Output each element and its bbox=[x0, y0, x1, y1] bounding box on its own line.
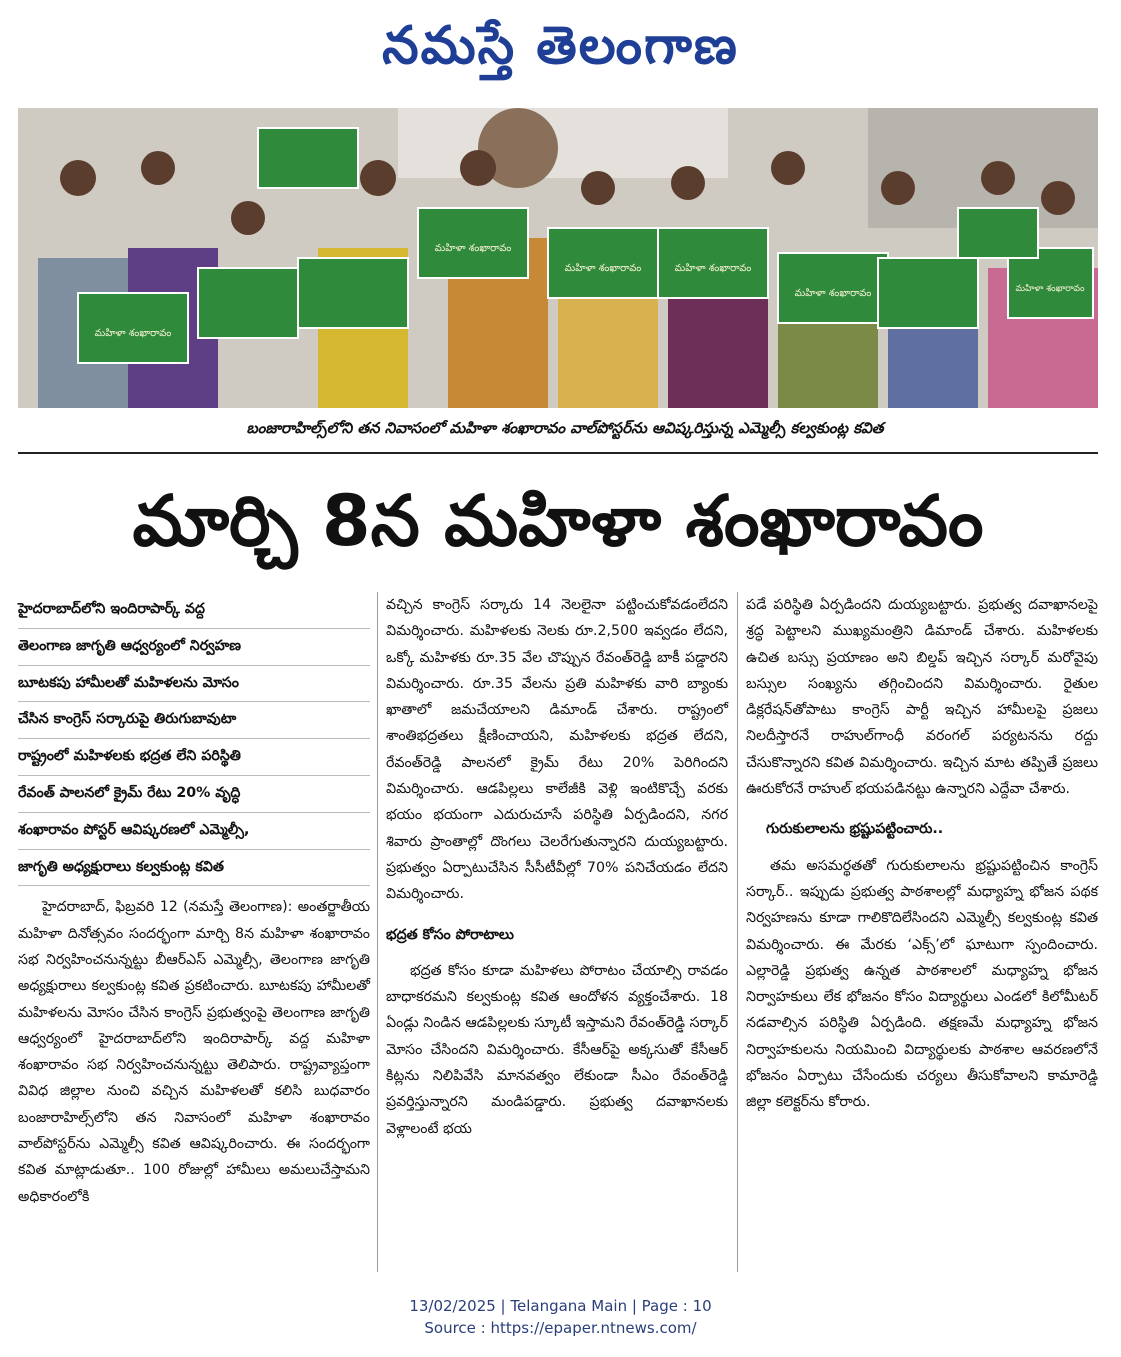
article-paragraph: తమ అసమర్థతతో గురుకులాలను భ్రష్టుపట్టించిన కాంగ్రెస్ సర్కార్.. ఇప్పుడు ప్రభుత్వ పాఠశాలల్లో మధ్యాహ్న భోజన పథక నిర్వహణను కూడా గాలికొదిలేసిందని ఎమ్మెల్సీ కల్వకుంట్ల కవిత విమర్శించారు. ఈ మేరకు ‘ఎక్స్’లో ఘాటుగా స్పందించారు. ఎల్లారెడ్డి ప్రభుత్వ ఉన్నత పాఠశాలలో మధ్యాహ్న భోజన నిర్వాహకులు లేక భోజనం కోసం విద్యార్థులు ఎండలో కిలోమీటర్ నడవాల్సిన పరిస్థితి ఏర్పడింది. తక్షణమే మధ్యాహ్న భోజన నిర్వాహకులను నియమించి విద్యార్థులకు పాఠశాల ఆవరణలోనే భోజనం ఏర్పాటు చేసేందుకు చర్యలు తీసుకోవాలని కామారెడ్డి జిల్లా కలెక్టర్‌ను కోరారు. bbox=[746, 857, 1098, 1111]
news-photo bbox=[18, 108, 1098, 408]
column-divider bbox=[737, 592, 738, 1272]
poster-text: మహిళా శంఖారావం bbox=[674, 263, 752, 274]
kicker-line: రేవంత్ పాలనలో క్రైమ్ రేటు 20% వృద్ధి bbox=[18, 776, 370, 813]
column-3 bbox=[746, 592, 1098, 1116]
divider bbox=[18, 452, 1098, 454]
photo-caption: బంజారాహిల్స్‌లోని తన నివాసంలో మహిళా శంఖారావం వాల్‌పోస్టర్‌ను ఆవిష్కరిస్తున్న ఎమ్మెల్సీ కల్వకుంట్ల కవిత bbox=[246, 419, 884, 437]
footer-date-page: 13/02/2025 | Telangana Main | Page : 10 bbox=[409, 1297, 712, 1315]
kicker-line: చేసిన కాంగ్రెస్ సర్కారుపై తిరుగుబావుటా bbox=[18, 702, 370, 739]
poster-text: మహిళా శంఖారావం bbox=[434, 243, 512, 254]
kicker-line: శంఖారావం పోస్టర్ ఆవిష్కరణలో ఎమ్మెల్సీ, bbox=[18, 813, 370, 850]
kicker-line: రాష్ట్రంలో మహిళలకు భద్రత లేని పరిస్థితి bbox=[18, 739, 370, 776]
kicker-line: తెలంగాణ జాగృతి ఆధ్వర్యంలో నిర్వహణ bbox=[18, 629, 370, 666]
article-paragraph: హైదరాబాద్, ఫిబ్రవరి 12 (నమస్తే తెలంగాణ): అంతర్జాతీయ మహిళా దినోత్సవం సందర్భంగా మార్చి 8న మహిళా శంఖారావం సభ నిర్వహించనున్నట్టు బీఆర్‌ఎస్ ఎమ్మెల్సీ, తెలంగాణ జాగృతి అధ్యక్షురాలు కల్వకుంట్ల కవిత ప్రకటించారు. బూటకపు హామీలతో మహిళలను మోసం చేసిన కాంగ్రెస్ ప్రభుత్వంపై తెలంగాణ జాగృతి ఆధ్వర్యంలో హైదరాబాద్‌లోని ఇందిరాపార్క్ వద్ద మహిళా శంఖారావం సభ నిర్వహించనున్నట్టు తెలిపారు. రాష్ట్రవ్యాప్తంగా వివిధ జిల్లాల నుంచి వచ్చిన మహిళలతో కలిసి బుధవారం బంజారాహిల్స్‌లోని తన నివాసంలో మహిళా శంఖారావం వాల్‌పోస్టర్‌ను ఎమ్మెల్సీ కవిత ఆవిష్కరించారు. ఈ సందర్భంగా కవిత మాట్లాడుతూ.. 100 రోజుల్లో హామీలు అమలుచేస్తామని అధికారంలోకి bbox=[18, 899, 370, 1205]
column-divider bbox=[377, 592, 378, 1272]
article-paragraph: పడే పరిస్థితి ఏర్పడిందని దుయ్యబట్టారు. ప్రభుత్వ దవాఖానలపై శ్రద్ధ పెట్టాలని ముఖ్యమంత్రిని డిమాండ్ చేశారు. మహిళలకు ఉచిత బస్సు ప్రయాణం అని బిల్డప్ ఇచ్చిన సర్కార్ మరోవైపు బస్సుల సంఖ్యను తగ్గించిందని విమర్శించారు. రైతుల డిక్లరేషన్‌తోపాటు కాంగ్రెస్ పార్టీ ఇచ్చిన హామీలపై ప్రజలు నిలదీస్తారనే రాహుల్‌గాంధీ వరంగల్ పర్యటనను రద్దు చేసుకొన్నారని కవిత విమర్శించారు. ఇచ్చిన మాట తప్పితే ప్రజలు ఊరుకోరనే రాహుల్ భయపడినట్టు ఉన్నారని ఎద్దేవా చేశారు. bbox=[746, 597, 1098, 798]
kicker-line: హైదరాబాద్‌లోని ఇందిరాపార్క్ వద్ద bbox=[18, 592, 370, 629]
masthead-title: నమస్తే తెలంగాణ bbox=[382, 15, 739, 76]
poster-text: మహిళా శంఖారావం bbox=[564, 263, 642, 274]
poster-text: మహిళా శంఖారావం bbox=[794, 288, 872, 299]
column-1 bbox=[18, 592, 370, 1210]
article-paragraph: వచ్చిన కాంగ్రెస్ సర్కారు 14 నెలలైనా పట్టించుకోవడంలేదని విమర్శించారు. మహిళలకు నెలకు రూ.2,500 ఇవ్వడం లేదని, ఒక్కో మహిళకు రూ.35 వేల చొప్పున రేవంత్‌రెడ్డి బాకీ పడ్డారని విమర్శించారు. రూ.35 వేలను ప్రతి మహిళకు వారి బ్యాంకు ఖాతాలో జమచేయాలని డిమాండ్ చేశారు. రాష్ట్రంలో శాంతిభద్రతలు క్షీణించాయని, మహిళలకు భద్రత లేదని, రేవంత్‌రెడ్డి పాలనలో క్రైమ్ రేటు 20% పెరిగిందని విమర్శించారు. ఆడపిల్లలు కాలేజీకి వెళ్లి ఇంటికొచ్చే వరకు భయం భయంగా ఎదురుచూసే పరిస్థితి ఏర్పడిందని, నగర శివారు ప్రాంతాల్లో దొంగలు చెలరేగుతున్నారని దుయ్యబట్టారు. ప్రభుత్వం ఏర్పాటుచేసిన సీసీటీవీల్లో 70% పనిచేయడం లేదని విమర్శించారు. bbox=[386, 597, 728, 903]
footer-source: Source : https://epaper.ntnews.com/ bbox=[424, 1319, 697, 1337]
column-2 bbox=[386, 592, 728, 1142]
headline: మార్చి 8న మహిళా శంఖారావం bbox=[132, 480, 984, 562]
kicker-line: జాగృతి అధ్యక్షురాలు కల్వకుంట్ల కవిత bbox=[18, 850, 370, 887]
article-paragraph: భద్రత కోసం కూడా మహిళలు పోరాటం చేయాల్సి రావడం బాధాకరమని కల్వకుంట్ల కవిత ఆందోళన వ్యక్తంచేశారు. 18 ఏండ్లు నిండిన ఆడపిల్లలకు స్కూటీ ఇస్తామని రేవంత్‌రెడ్డి సర్కార్ మోసం చేసిందని విమర్శించారు. కేసీఆర్‌పై అక్కసుతో కేసీఆర్ కిట్లను నిలిపివేసి మానవత్వం లేకుండా సీఎం రేవంత్‌రెడ్డి ప్రవర్తిస్తున్నారని మండిపడ్డారు. ప్రభుత్వ దవాఖానలకు వెళ్లాలంటే భయ bbox=[386, 962, 728, 1137]
poster-text: మహిళా శంఖారావం bbox=[94, 328, 172, 339]
kicker-line: బూటకపు హామీలతో మహిళలను మోసం bbox=[18, 666, 370, 703]
poster-text: మహిళా శంఖారావం bbox=[1015, 284, 1085, 294]
section-subhead: గురుకులాలను భ్రష్టుపట్టించారు.. bbox=[766, 821, 944, 838]
section-subhead: భద్రత కోసం పోరాటాలు bbox=[386, 926, 514, 943]
